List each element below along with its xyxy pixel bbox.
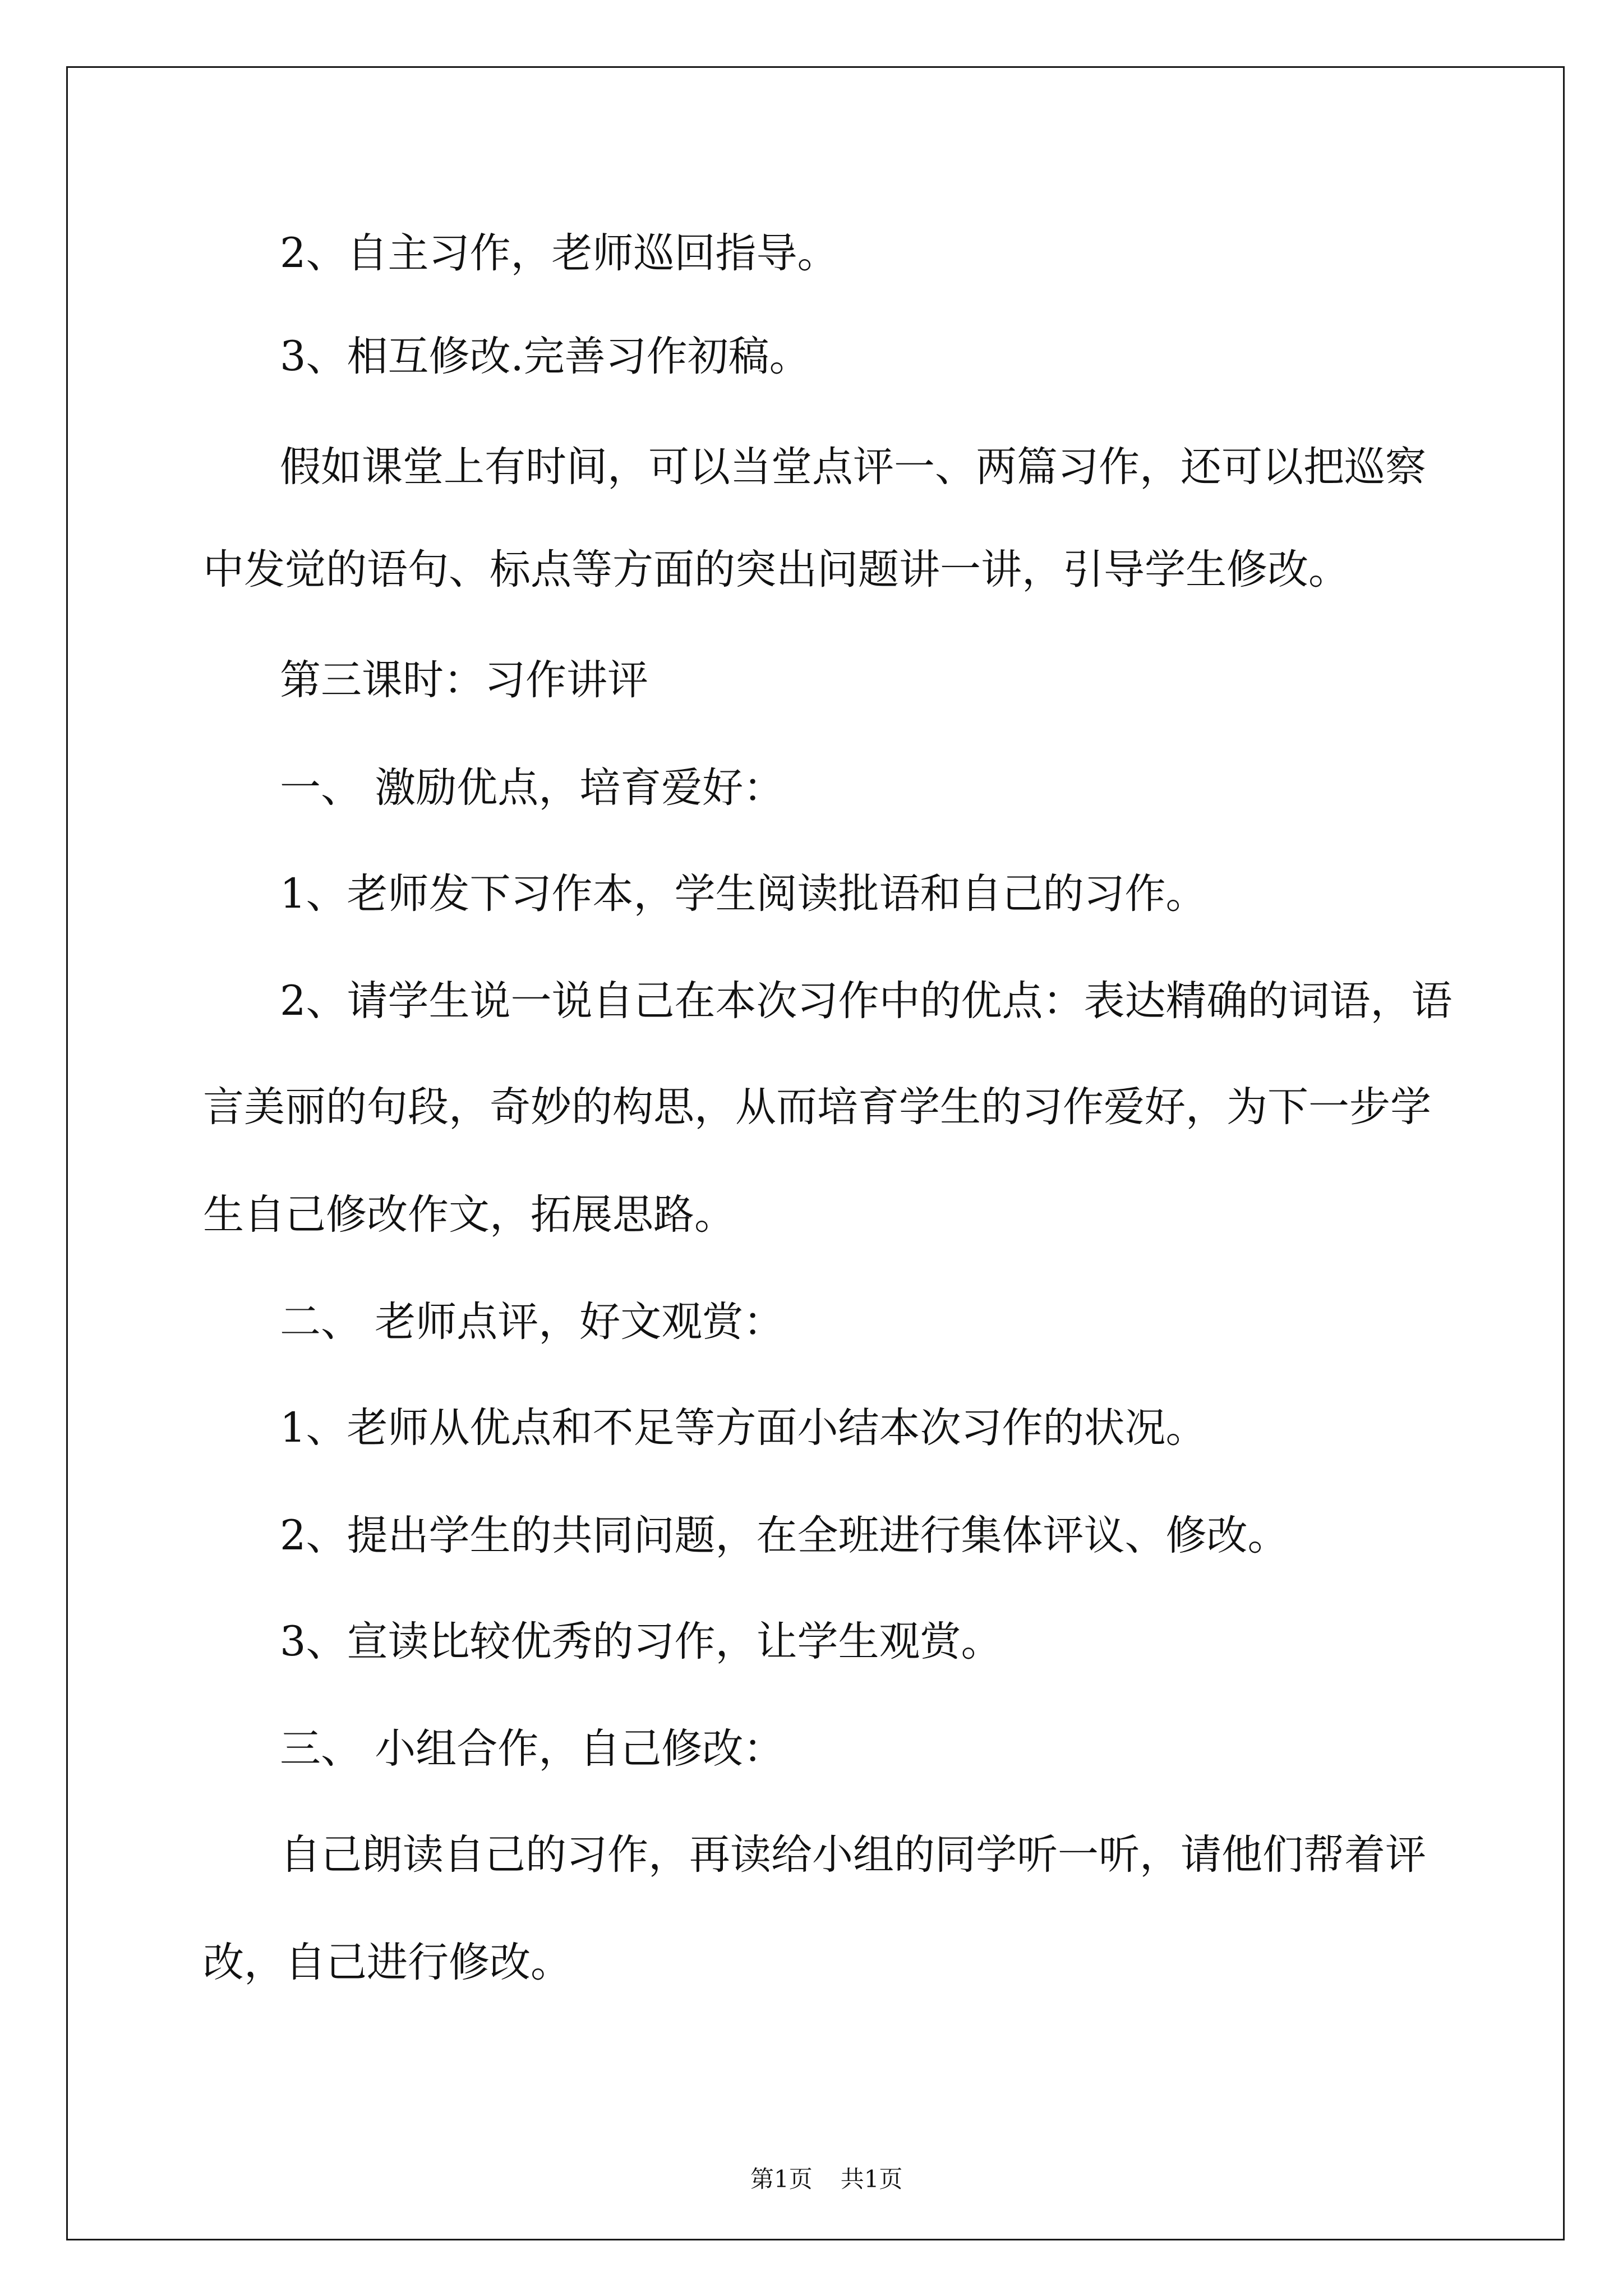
paragraph-line: 自己朗读自己的习作，再读给小组的同学听一听，请他们帮着评: [280, 1831, 1426, 1879]
paragraph-line: 3、宣读比较优秀的习作，让学生观赏。: [280, 1618, 1002, 1665]
paragraph-line: 2、提出学生的共同问题，在全班进行集体评议、修改。: [280, 1512, 1289, 1559]
paragraph-line: 改，自己进行修改。: [203, 1939, 571, 1986]
paragraph-line: 中发觉的语句、标点等方面的突出问题讲一讲，引导学生修改。: [203, 546, 1349, 593]
paragraph-line: 言美丽的句段，奇妙的构思，从而培育学生的习作爱好，为下一步学: [203, 1083, 1431, 1131]
paragraph-line: 1、老师发下习作本，学生阅读批语和自己的习作。: [280, 870, 1207, 918]
paragraph-line: 3、相互修改.完善习作初稿。: [280, 333, 810, 380]
page-border: [66, 66, 1565, 2240]
subsection-heading: 二、 老师点评，好文观赏：: [280, 1298, 785, 1346]
paragraph-line: 1、老师从优点和不足等方面小结本次习作的状况。: [280, 1404, 1207, 1452]
current-page-label: 第1页: [750, 2165, 813, 2193]
subsection-heading: 一、 激励优点，培育爱好：: [280, 764, 785, 812]
subsection-heading: 三、 小组合作，自己修改：: [280, 1725, 785, 1773]
section-heading: 第三课时：习作讲评: [280, 656, 648, 704]
page-footer: [0, 2144, 1623, 2215]
paragraph-line: 生自己修改作文，拓展思路。: [203, 1191, 735, 1239]
paragraph-line: 假如课堂上有时间，可以当堂点评一、两篇习作，还可以把巡察: [280, 443, 1426, 491]
total-pages-label: 共1页: [840, 2165, 903, 2193]
paragraph-line: 2、自主习作，老师巡回指导。: [280, 229, 838, 277]
paragraph-line: 2、请学生说一说自己在本次习作中的优点：表达精确的词语，语: [280, 977, 1453, 1025]
